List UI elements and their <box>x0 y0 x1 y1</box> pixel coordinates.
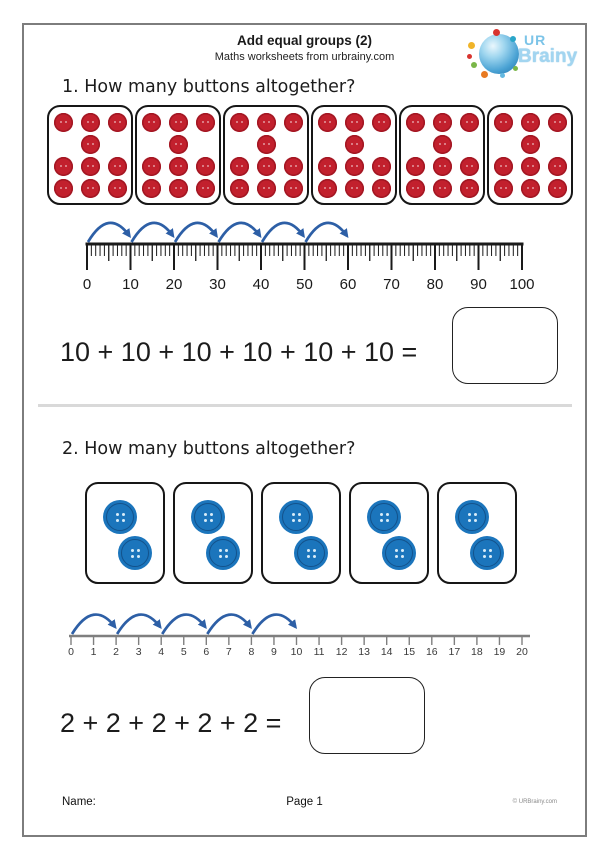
red-button <box>372 179 391 198</box>
section-divider <box>38 404 572 407</box>
question-2-equation: 2 + 2 + 2 + 2 + 2 = <box>60 708 282 738</box>
red-button <box>257 113 276 132</box>
button-group-box <box>47 105 133 205</box>
footer-name-label: Name: <box>62 796 96 808</box>
blue-button <box>367 500 401 534</box>
svg-text:6: 6 <box>203 646 210 658</box>
svg-text:10: 10 <box>122 276 139 293</box>
red-button <box>169 135 188 154</box>
svg-text:5: 5 <box>180 646 187 658</box>
blue-button <box>206 536 240 570</box>
blue-button <box>279 500 313 534</box>
svg-text:19: 19 <box>493 646 506 658</box>
red-button <box>372 157 391 176</box>
button-group-box <box>311 105 397 205</box>
svg-text:30: 30 <box>209 276 226 293</box>
svg-text:20: 20 <box>165 276 183 293</box>
button-group-box <box>487 105 573 205</box>
worksheet-page <box>22 23 587 837</box>
svg-text:80: 80 <box>426 276 444 293</box>
blue-button <box>118 536 152 570</box>
blue-button <box>103 500 137 534</box>
svg-text:7: 7 <box>225 646 232 658</box>
red-button <box>548 179 567 198</box>
red-button <box>318 179 337 198</box>
blue-button <box>191 500 225 534</box>
red-button <box>81 135 100 154</box>
button-group-box <box>399 105 485 205</box>
svg-text:20: 20 <box>516 646 528 658</box>
svg-text:15: 15 <box>403 646 416 658</box>
red-button <box>257 179 276 198</box>
red-button <box>196 179 215 198</box>
red-button <box>521 157 540 176</box>
svg-text:13: 13 <box>358 646 370 658</box>
urbrainy-logo <box>466 29 582 79</box>
logo-dot-red2-icon <box>467 54 472 59</box>
red-button <box>108 179 127 198</box>
red-button <box>230 179 249 198</box>
question-2-number-line <box>54 605 554 665</box>
red-button <box>494 113 513 132</box>
red-button <box>433 135 452 154</box>
red-button <box>81 179 100 198</box>
button-group-box <box>261 482 341 584</box>
svg-text:16: 16 <box>425 646 438 658</box>
footer-copyright: © URBrainy.com <box>512 799 557 805</box>
red-button <box>460 157 479 176</box>
svg-text:1: 1 <box>90 646 97 658</box>
question-1-number-line <box>64 217 544 297</box>
red-button <box>433 157 452 176</box>
svg-text:4: 4 <box>158 646 165 658</box>
red-button <box>494 157 513 176</box>
red-button <box>406 113 425 132</box>
question-1-button-groups <box>47 105 573 205</box>
red-button <box>345 157 364 176</box>
button-group-box <box>349 482 429 584</box>
page-subtitle: Maths worksheets from urbrainy.com <box>214 51 395 63</box>
logo-text-ur: UR <box>524 32 547 48</box>
red-button <box>460 113 479 132</box>
logo-text-brainy: Brainy <box>518 46 578 67</box>
svg-text:10: 10 <box>290 646 303 658</box>
logo-dot-green-icon <box>471 62 477 68</box>
red-button <box>433 179 452 198</box>
button-group-box <box>173 482 253 584</box>
svg-text:0: 0 <box>68 646 74 658</box>
svg-text:60: 60 <box>339 276 357 293</box>
logo-dot-orange-icon <box>481 71 488 78</box>
red-button <box>433 113 452 132</box>
question-1-heading: 1. How many buttons altogether? <box>62 77 356 97</box>
svg-text:9: 9 <box>271 646 277 658</box>
red-button <box>257 157 276 176</box>
svg-text:8: 8 <box>248 646 255 658</box>
red-button <box>54 113 73 132</box>
red-button <box>521 113 540 132</box>
footer-page-label: Page 1 <box>286 796 323 808</box>
button-group-box <box>437 482 517 584</box>
svg-text:11: 11 <box>313 646 325 658</box>
red-button <box>284 179 303 198</box>
button-group-box <box>85 482 165 584</box>
button-group-box <box>223 105 309 205</box>
red-button <box>521 179 540 198</box>
question-2-button-groups <box>85 482 517 584</box>
question-2-answer-box[interactable] <box>309 677 425 754</box>
red-button <box>169 179 188 198</box>
red-button <box>318 113 337 132</box>
red-button <box>460 179 479 198</box>
red-button <box>284 113 303 132</box>
logo-dot-teal-icon <box>510 36 516 42</box>
red-button <box>345 113 364 132</box>
svg-text:70: 70 <box>383 276 400 293</box>
red-button <box>521 135 540 154</box>
red-button <box>284 157 303 176</box>
red-button <box>318 157 337 176</box>
logo-dot-yellow-icon <box>468 42 475 49</box>
blue-button <box>455 500 489 534</box>
red-button <box>230 113 249 132</box>
red-button <box>494 179 513 198</box>
red-button <box>169 157 188 176</box>
red-button <box>230 157 249 176</box>
red-button <box>372 113 391 132</box>
svg-text:14: 14 <box>380 646 393 658</box>
red-button <box>142 113 161 132</box>
svg-text:2: 2 <box>113 646 120 658</box>
page-title: Add equal groups (2) <box>237 33 372 48</box>
question-1-equation: 10 + 10 + 10 + 10 + 10 + 10 = <box>60 337 418 367</box>
red-button <box>81 113 100 132</box>
question-1-answer-box[interactable] <box>452 307 558 384</box>
red-button <box>406 157 425 176</box>
blue-button <box>382 536 416 570</box>
red-button <box>169 113 188 132</box>
svg-text:0: 0 <box>82 276 92 293</box>
red-button <box>196 157 215 176</box>
red-button <box>54 179 73 198</box>
red-button <box>406 179 425 198</box>
svg-text:18: 18 <box>471 646 483 658</box>
blue-button <box>294 536 328 570</box>
red-button <box>54 157 73 176</box>
logo-dot-blue-icon <box>500 73 505 78</box>
svg-text:50: 50 <box>296 276 313 293</box>
blue-button <box>470 536 504 570</box>
red-button <box>257 135 276 154</box>
svg-text:17: 17 <box>448 646 461 658</box>
question-2-heading: 2. How many buttons altogether? <box>62 439 356 459</box>
red-button <box>345 179 364 198</box>
red-button <box>345 135 364 154</box>
svg-text:40: 40 <box>252 276 270 293</box>
svg-text:100: 100 <box>509 276 535 293</box>
svg-text:12: 12 <box>335 646 348 658</box>
red-button <box>196 113 215 132</box>
svg-text:3: 3 <box>135 646 142 658</box>
red-button <box>548 113 567 132</box>
red-button <box>81 157 100 176</box>
red-button <box>108 113 127 132</box>
red-button <box>548 157 567 176</box>
logo-dot-red-icon <box>493 29 500 36</box>
svg-text:90: 90 <box>470 276 487 293</box>
button-group-box <box>135 105 221 205</box>
red-button <box>142 157 161 176</box>
red-button <box>108 157 127 176</box>
red-button <box>142 179 161 198</box>
